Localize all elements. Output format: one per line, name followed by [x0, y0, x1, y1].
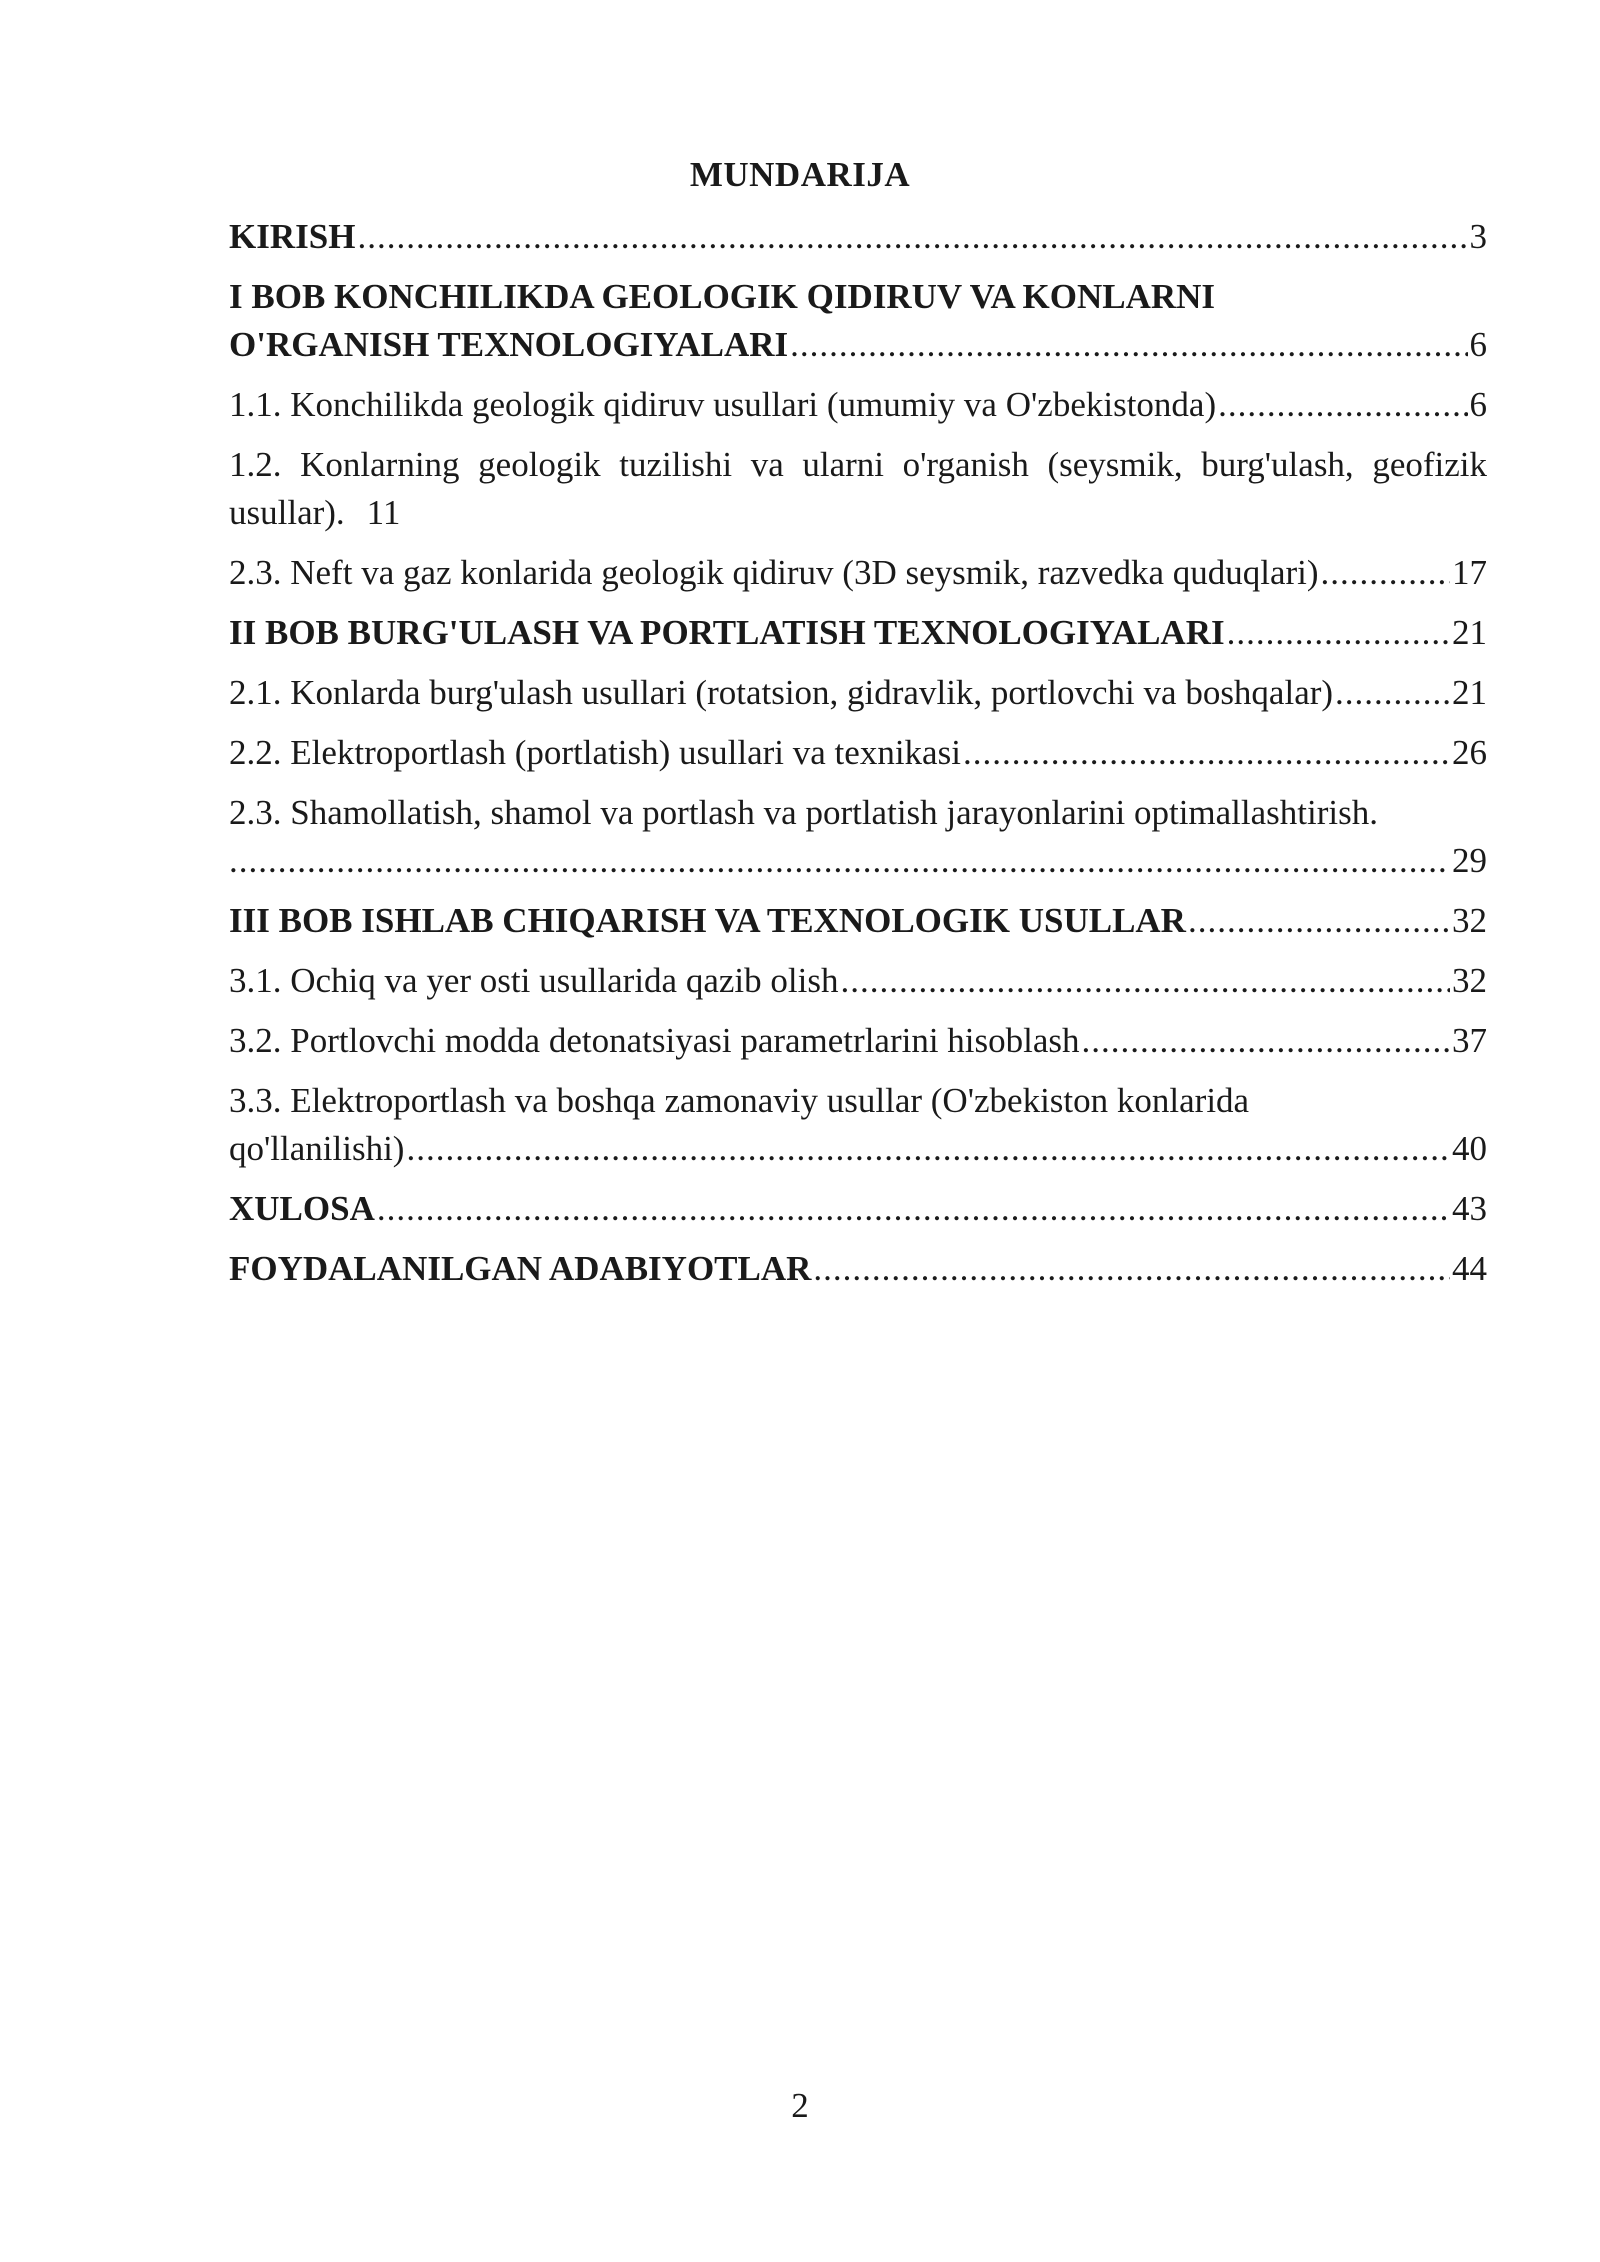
toc-title: MUNDARIJA: [689, 155, 911, 194]
toc-entry-text: O'RGANISH TEXNOLOGIYALARI: [229, 325, 789, 364]
toc-page-number: 32: [1452, 901, 1487, 940]
toc-entry-text-line1: I BOB KONCHILIKDA GEOLOGIK QIDIRUV VA KONLARNI: [229, 277, 1216, 316]
toc-page-number: 3: [1469, 217, 1487, 256]
toc-entry-2-3-neft[interactable]: [229, 549, 1487, 597]
toc-entry-1-2[interactable]: [229, 441, 1487, 537]
toc-entry-text: XULOSA: [229, 1189, 375, 1228]
toc-entry-text-line1: 2.3. Shamollatish, shamol va portlash va portlatish jarayonlarini optimallashtirish.: [229, 793, 1378, 832]
dot-leader: [790, 321, 1467, 369]
dot-leader: [1218, 381, 1467, 429]
toc-page-number: 37: [1452, 1021, 1487, 1060]
page-number-footer: 2: [791, 2086, 809, 2125]
toc-entry-text: 3.1. Ochiq va yer osti usullarida qazib olish: [229, 961, 839, 1000]
toc-entry-1-1[interactable]: [229, 381, 1487, 429]
toc-entry-xulosa[interactable]: [229, 1185, 1487, 1233]
toc-entry-kirish[interactable]: [229, 213, 1487, 261]
toc-entry-2-2[interactable]: [229, 729, 1487, 777]
toc-entry-references[interactable]: [229, 1245, 1487, 1293]
dot-leader: [840, 957, 1450, 1005]
toc-page-number: 21: [1452, 673, 1487, 712]
toc-entry-3-2[interactable]: [229, 1017, 1487, 1065]
toc-entry-text: KIRISH: [229, 217, 356, 256]
dot-leader: [357, 213, 1467, 261]
toc-entry-text: 2.3. Neft va gaz konlarida geologik qidiruv (3D seysmik, razvedka quduqlari): [229, 553, 1319, 592]
toc-page-number: 17: [1452, 553, 1487, 592]
dot-leader: [1335, 669, 1450, 717]
toc-entry-text: FOYDALANILGAN ADABIYOTLAR: [229, 1249, 812, 1288]
toc-entry-chapter-1[interactable]: [229, 273, 1487, 369]
toc-entry-text: III BOB ISHLAB CHIQARISH VA TEXNOLOGIK USULLAR: [229, 901, 1186, 940]
dot-leader: [1188, 897, 1450, 945]
toc-entry-3-3[interactable]: [229, 1077, 1487, 1173]
table-of-contents: [229, 213, 1487, 1305]
toc-page-number: 44: [1452, 1249, 1487, 1288]
toc-entry-text-line1: 1.2. Konlarning geologik tuzilishi va ularni o'rganish (seysmik, burg'ulash, geofizik: [229, 445, 1487, 484]
dot-leader: [1321, 549, 1450, 597]
dot-leader: [377, 1185, 1450, 1233]
toc-page-number: 43: [1452, 1189, 1487, 1228]
toc-page-number: 32: [1452, 961, 1487, 1000]
toc-page-number: 6: [1469, 385, 1487, 424]
toc-entry-chapter-2[interactable]: [229, 609, 1487, 657]
toc-entry-text: 2.1. Konlarda burg'ulash usullari (rotatsion, gidravlik, portlovchi va boshqalar): [229, 673, 1334, 712]
toc-entry-2-1[interactable]: [229, 669, 1487, 717]
toc-page-number: 40: [1452, 1129, 1487, 1168]
toc-entry-text: usullar).: [229, 493, 345, 532]
toc-page-number: 21: [1452, 613, 1487, 652]
toc-entry-chapter-3[interactable]: [229, 897, 1487, 945]
toc-entry-text: 3.2. Portlovchi modda detonatsiyasi parametrlarini hisoblash: [229, 1021, 1080, 1060]
dot-leader: [406, 1125, 1450, 1173]
toc-entry-text: 2.2. Elektroportlash (portlatish) usullari va texnikasi: [229, 733, 961, 772]
toc-page-number: 26: [1452, 733, 1487, 772]
dot-leader: [229, 837, 1450, 885]
dot-leader: [963, 729, 1450, 777]
toc-page-number: 11: [366, 493, 401, 532]
toc-entry-text: II BOB BURG'ULASH VA PORTLATISH TEXNOLOGIYALARI: [229, 613, 1225, 652]
toc-page-number: 6: [1469, 325, 1487, 364]
toc-entry-text: qo'llanilishi): [229, 1129, 405, 1168]
toc-entry-text-line1: 3.3. Elektroportlash va boshqa zamonaviy usullar (O'zbekiston konlarida: [229, 1081, 1250, 1120]
dot-leader: [1227, 609, 1450, 657]
dot-leader: [813, 1245, 1450, 1293]
toc-entry-2-3-shamollatish[interactable]: [229, 789, 1487, 885]
toc-page-number: 29: [1452, 841, 1487, 880]
toc-entry-3-1[interactable]: [229, 957, 1487, 1005]
dot-leader: [1082, 1017, 1450, 1065]
toc-entry-text: 1.1. Konchilikda geologik qidiruv usullari (umumiy va O'zbekistonda): [229, 385, 1217, 424]
